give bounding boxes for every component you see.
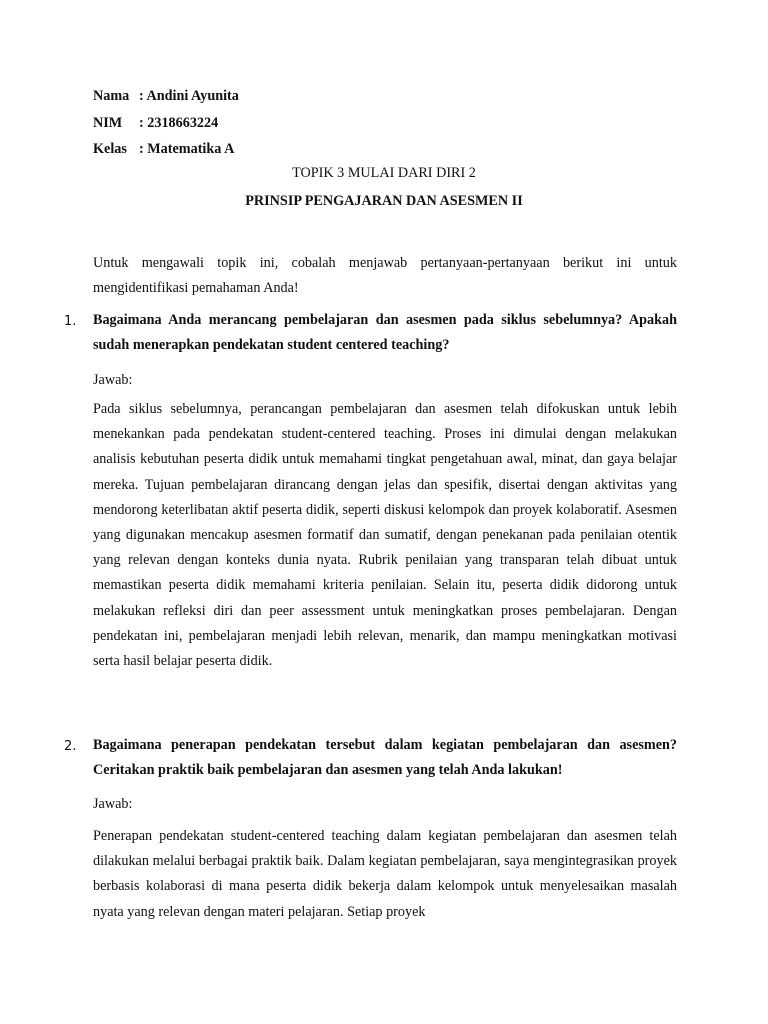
intro-paragraph: Untuk mengawali topik ini, cobalah menjawab pertanyaan-pertanyaan berikut ini untuk mengidentifikasi pemahaman Anda! [93,255,677,297]
question-1-number: 1. [64,314,77,329]
answer-2-label: Jawab: [93,796,133,812]
nim-value: : 2318663224 [139,115,219,131]
nim-row [93,113,218,133]
principle-title: PRINSIP PENGAJARAN DAN ASESMEN II [245,193,523,209]
question-2-text: Bagaimana penerapan pendekatan tersebut dalam kegiatan pembelajaran dan asesmen? Ceritakan praktik baik pembelajaran dan asesmen yang telah Anda lakukan! [93,737,677,779]
name-row [93,86,239,106]
name-label: Nama [93,88,130,104]
question-2-number: 2. [64,739,77,754]
answer-1-paragraph: Pada siklus sebelumnya, perancangan pembelajaran dan asesmen telah difokuskan untuk lebih menekankan pada pendekatan student-centered teaching. Proses ini dimulai dengan melakukan analisis kebutuhan peserta didik untuk memahami tingkat pengetahuan awal, minat, dan gaya belajar mereka. Tujuan pembelajaran dirancang dengan jelas dan spesifik, disertai dengan aktivitas yang mendorong keterlibatan aktif peserta didik, seperti diskusi kelompok dan proyek kolaboratif. Asesmen yang digunakan mencakup asesmen formatif dan sumatif, dengan penekanan pada penilaian otentik yang relevan dengan konteks dunia nyata. Rubrik penilaian yang transparan telah dibuat untuk memastikan peserta didik memahami kriteria penilaian. Selain itu, peserta didik didorong untuk melakukan refleksi diri dan peer assessment untuk meningkatkan proses pembelajaran. Dengan pendekatan ini, pembelajaran menjadi lebih relevan, menarik, dan mampu meningkatkan motivasi serta hasil belajar peserta didik. [93,401,677,670]
class-value: : Matematika A [139,141,235,157]
class-label: Kelas [93,141,127,157]
nim-label: NIM [93,115,123,131]
topic-title: TOPIK 3 MULAI DARI DIRI 2 [292,165,476,181]
answer-1-label: Jawab: [93,372,133,388]
answer-2-paragraph: Penerapan pendekatan student-centered teaching dalam kegiatan pembelajaran dan asesmen telah dilakukan melalui berbagai praktik baik. Dalam kegiatan pembelajaran, saya mengintegrasikan proyek berbasis kolaborasi di mana peserta didik bekerja dalam kelompok untuk menyelesaikan masalah nyata yang relevan dengan materi pelajaran. Setiap proyek [93,828,677,920]
name-value: : Andini Ayunita [139,88,239,104]
class-row [93,139,234,159]
question-1-text: Bagaimana Anda merancang pembelajaran dan asesmen pada siklus sebelumnya? Apakah sudah menerapkan pendekatan student centered teaching? [93,312,677,354]
